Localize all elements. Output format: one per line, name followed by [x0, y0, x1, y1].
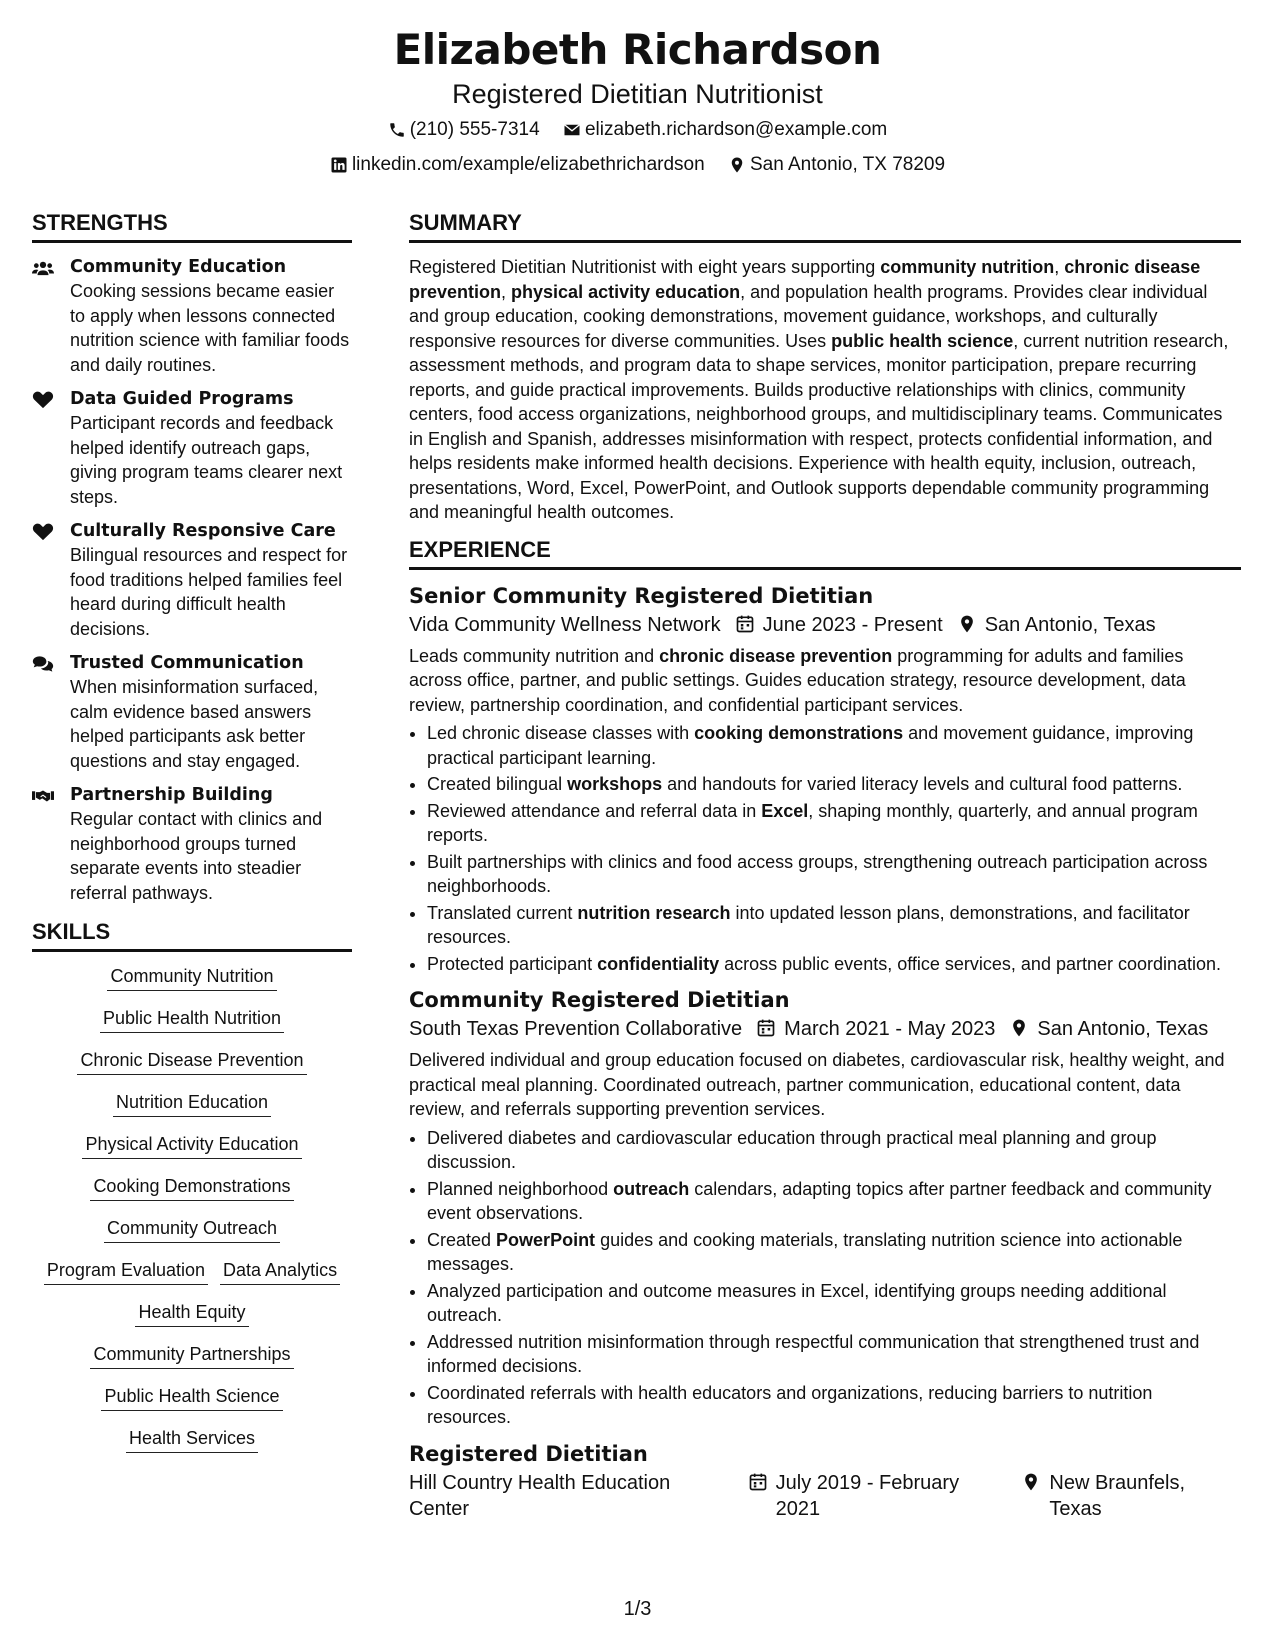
bullet-item	[427, 1126, 1241, 1175]
strength-text: Bilingual resources and respect for food traditions helped families feel heard during difficult health decisions.	[70, 545, 348, 639]
job-meta	[409, 612, 1241, 638]
summary-text	[409, 255, 1241, 525]
strength-item	[32, 519, 352, 641]
text-run: Protected participant	[427, 953, 598, 974]
strength-item	[32, 651, 352, 773]
bold-text: chronic disease prevention	[409, 257, 1201, 302]
skill-tag: Chronic Disease Prevention	[77, 1048, 306, 1075]
job-location	[1009, 1016, 1208, 1042]
calendar-icon	[756, 1018, 776, 1038]
job-description	[409, 644, 1241, 718]
strength-item	[32, 255, 352, 377]
skills-heading: SKILLS	[32, 919, 352, 952]
job-meta	[409, 1016, 1241, 1042]
text-run: programming for adults and families across office, partner, and public settings. Guides education strategy, resource development, data review, partnership coordination, and confidential participant services.	[409, 645, 1186, 715]
job-bullets	[409, 721, 1241, 976]
skill-tag: Public Health Science	[101, 1384, 282, 1411]
envelope-icon	[563, 121, 581, 139]
location-text: San Antonio, TX 78209	[749, 154, 946, 175]
text-run: ,	[1054, 257, 1065, 277]
text-run: Addressed nutrition misinformation through respectful communication that strengthened trust and informed decisions.	[427, 1331, 1200, 1376]
strength-text: Cooking sessions became easier to apply when lessons connected nutrition science with familiar foods and daily routines.	[70, 281, 350, 375]
skill-tag: Community Nutrition	[107, 964, 276, 991]
linkedin-icon	[330, 156, 348, 174]
phone-icon	[388, 121, 406, 139]
skill-row	[32, 1300, 352, 1327]
text-run: into updated lesson plans, demonstrations, and facilitator resources.	[427, 902, 1190, 947]
text-run: Registered Dietitian Nutritionist with eight years supporting	[409, 257, 881, 277]
bold-text: outreach	[613, 1178, 690, 1199]
text-run: Delivered individual and group education focused on diabetes, cardiovascular risk, healthy weight, and practical meal planning. Coordinated outreach, partner communication, educational content, data review, and referrals supporting prevention services.	[409, 1050, 1225, 1119]
left-column	[32, 210, 352, 1468]
candidate-title: Registered Dietitian Nutritionist	[452, 79, 823, 109]
skill-row	[32, 1342, 352, 1369]
heart-icon	[32, 523, 54, 541]
bullet-item	[427, 850, 1241, 899]
strength-title: Partnership Building	[70, 785, 273, 805]
text-run: Led chronic disease classes with	[427, 723, 695, 743]
text-run: Leads community nutrition and	[409, 645, 660, 666]
bullet-item	[427, 1330, 1241, 1379]
strength-title: Culturally Responsive Care	[70, 521, 336, 541]
skill-row	[32, 964, 352, 991]
skill-tag: Program Evaluation	[44, 1258, 208, 1285]
skill-row	[32, 1216, 352, 1243]
skill-tag: Physical Activity Education	[82, 1132, 301, 1159]
map-marker-icon	[1009, 1018, 1029, 1038]
text-run: Built partnerships with clinics and food access groups, strengthening outreach participation across neighborhoods.	[427, 851, 1208, 896]
strength-title: Community Education	[70, 257, 287, 277]
map-marker-icon	[728, 156, 746, 174]
job-title: Community Registered Dietitian	[409, 988, 790, 1012]
job-dates-text: March 2021 - May 2023	[784, 1018, 996, 1040]
jobs-list	[409, 582, 1241, 1522]
skill-tag: Cooking Demonstrations	[90, 1174, 293, 1201]
text-run: calendars, adapting topics after partner feedback and community event observations.	[427, 1178, 1212, 1223]
text-run: across public events, office services, and partner coordination.	[719, 953, 1222, 974]
map-marker-icon	[957, 614, 977, 634]
skill-tag: Community Outreach	[104, 1216, 280, 1243]
skills-list	[32, 964, 352, 1453]
handshake-icon	[32, 787, 54, 805]
contact-row-2	[0, 153, 1275, 181]
text-run: Reviewed attendance and referral data in	[427, 800, 762, 821]
strengths-heading: STRENGTHS	[32, 210, 352, 243]
bullet-item	[427, 1228, 1241, 1277]
strength-text: Participant records and feedback helped identify outreach gaps, giving program teams clearer next steps.	[70, 413, 343, 507]
skill-row	[32, 1090, 352, 1117]
text-run: Coordinated referrals with health educators and organizations, reducing barriers to nutrition resources.	[427, 1382, 1153, 1427]
bold-text: confidentiality	[597, 953, 720, 974]
phone-item	[388, 118, 540, 142]
text-run: Created	[427, 1229, 497, 1250]
job-description	[409, 1048, 1241, 1122]
contact-row-1	[0, 118, 1275, 146]
skill-row	[32, 1384, 352, 1411]
job-dates	[735, 612, 943, 638]
bold-text: community nutrition	[880, 257, 1055, 277]
bullet-item	[427, 952, 1241, 977]
experience-heading: EXPERIENCE	[409, 537, 1241, 570]
bold-text: workshops	[567, 774, 663, 794]
map-marker-icon	[1021, 1472, 1041, 1492]
text-run: Analyzed participation and outcome measures in Excel, identifying groups needing additional outreach.	[427, 1280, 1167, 1325]
location-item	[728, 153, 945, 177]
strength-title: Trusted Communication	[70, 653, 304, 673]
job-location	[1021, 1470, 1241, 1522]
job-dates-text: June 2023 - Present	[762, 613, 943, 636]
job-location-text: San Antonio, Texas	[984, 613, 1156, 636]
bold-text: public health science	[831, 330, 1014, 351]
bullet-item	[427, 1381, 1241, 1430]
job-location-text: New Braunfels, Texas	[1049, 1471, 1186, 1520]
strength-item	[32, 387, 352, 509]
resume-header	[0, 0, 1275, 181]
calendar-icon	[748, 1472, 768, 1492]
bullet-item	[427, 799, 1241, 848]
bullet-item	[427, 772, 1241, 797]
skill-tag: Data Analytics	[220, 1258, 340, 1285]
skill-tag: Nutrition Education	[113, 1090, 271, 1117]
skill-row	[32, 1048, 352, 1075]
calendar-icon	[735, 614, 755, 634]
summary-heading: SUMMARY	[409, 210, 1241, 243]
text-run: , and population health programs. Provides clear individual and group education, cooking demonstrations, movement guidance, workshops, and culturally responsive resources for diverse communities. Uses	[409, 281, 1208, 351]
text-run: , shaping monthly, quarterly, and annual program reports.	[427, 800, 1198, 845]
job-dates	[748, 1470, 1008, 1522]
skill-tag: Health Equity	[135, 1300, 248, 1327]
job-company: South Texas Prevention Collaborative	[409, 1018, 743, 1040]
right-column	[409, 210, 1241, 1532]
strength-text: Regular contact with clinics and neighborhood groups turned separate events into steadier referral pathways.	[70, 809, 323, 903]
job-dates	[756, 1016, 995, 1042]
text-run: Planned neighborhood	[427, 1178, 614, 1199]
job-location-text: San Antonio, Texas	[1037, 1018, 1209, 1040]
bullet-item	[427, 721, 1241, 770]
bold-text: cooking demonstrations	[694, 723, 904, 743]
candidate-name: Elizabeth Richardson	[393, 25, 882, 74]
job-entry	[409, 986, 1241, 1430]
bullet-item	[427, 1177, 1241, 1226]
strength-title: Data Guided Programs	[70, 389, 294, 409]
job-bullets	[409, 1126, 1241, 1430]
heart-icon	[32, 391, 54, 409]
text-run: Translated current	[427, 902, 578, 923]
text-run: guides and cooking materials, translating nutrition science into actionable messages.	[427, 1229, 1183, 1274]
skill-tag: Public Health Nutrition	[100, 1006, 284, 1033]
bold-text: Excel	[761, 800, 809, 821]
skill-row	[32, 1132, 352, 1159]
bullet-item	[427, 901, 1241, 950]
phone-text: (210) 555-7314	[409, 119, 540, 140]
text-run: and movement guidance, improving practical participant learning.	[427, 723, 1194, 768]
job-location	[957, 612, 1156, 638]
bold-text: nutrition research	[577, 902, 731, 923]
comments-icon	[32, 655, 54, 673]
text-run: and handouts for varied literacy levels and cultural food patterns.	[662, 774, 1183, 794]
strength-text: When misinformation surfaced, calm evidence based answers helped participants ask better questions and stay engaged.	[70, 677, 319, 771]
email-text[interactable]: elizabeth.richardson@example.com	[584, 119, 888, 140]
bold-text: chronic disease prevention	[659, 645, 893, 666]
skill-tag: Community Partnerships	[90, 1342, 293, 1369]
bullet-item	[427, 1279, 1241, 1328]
skill-row	[32, 1258, 352, 1285]
skill-row	[32, 1006, 352, 1033]
page-number: 1/3	[623, 1598, 652, 1620]
bold-text: PowerPoint	[496, 1229, 596, 1250]
skill-tag: Health Services	[126, 1426, 258, 1453]
job-dates-text: July 2019 - February 2021	[775, 1471, 960, 1520]
text-run: Created bilingual	[427, 774, 568, 794]
job-company: Vida Community Wellness Network	[409, 613, 721, 636]
users-icon	[32, 259, 54, 277]
text-run: Delivered diabetes and cardiovascular education through practical meal planning and group discussion.	[427, 1127, 1157, 1172]
bold-text: physical activity education	[511, 281, 741, 302]
skill-row	[32, 1174, 352, 1201]
job-company: Hill Country Health Education Center	[409, 1471, 671, 1520]
skill-row	[32, 1426, 352, 1453]
job-title: Registered Dietitian	[409, 1441, 648, 1466]
job-meta	[409, 1470, 1241, 1522]
job-entry	[409, 1440, 1241, 1522]
job-title: Senior Community Registered Dietitian	[409, 583, 874, 608]
text-run: ,	[501, 281, 512, 302]
text-run: , current nutrition research, assessment methods, and program data to shape services, monitor participation, prepare recurring reports, and guide practical improvements. Builds productive relationships with clinics, community centers, food access organizations, neighborhood groups, and multidisciplinary teams. Communicates in English and Spanish, addresses misinformation with respect, protects confidential information, and helps residents make informed health decisions. Experience with health equity, inclusion, outreach, presentations, Word, Excel, PowerPoint, and Outlook supports dependable community programming and meaningful health outcomes.	[409, 330, 1229, 522]
job-entry	[409, 582, 1241, 977]
linkedin-item[interactable]	[330, 153, 705, 177]
linkedin-text[interactable]: linkedin.com/example/elizabethrichardson	[351, 154, 705, 175]
email-item[interactable]	[563, 118, 887, 142]
strength-item	[32, 783, 352, 905]
